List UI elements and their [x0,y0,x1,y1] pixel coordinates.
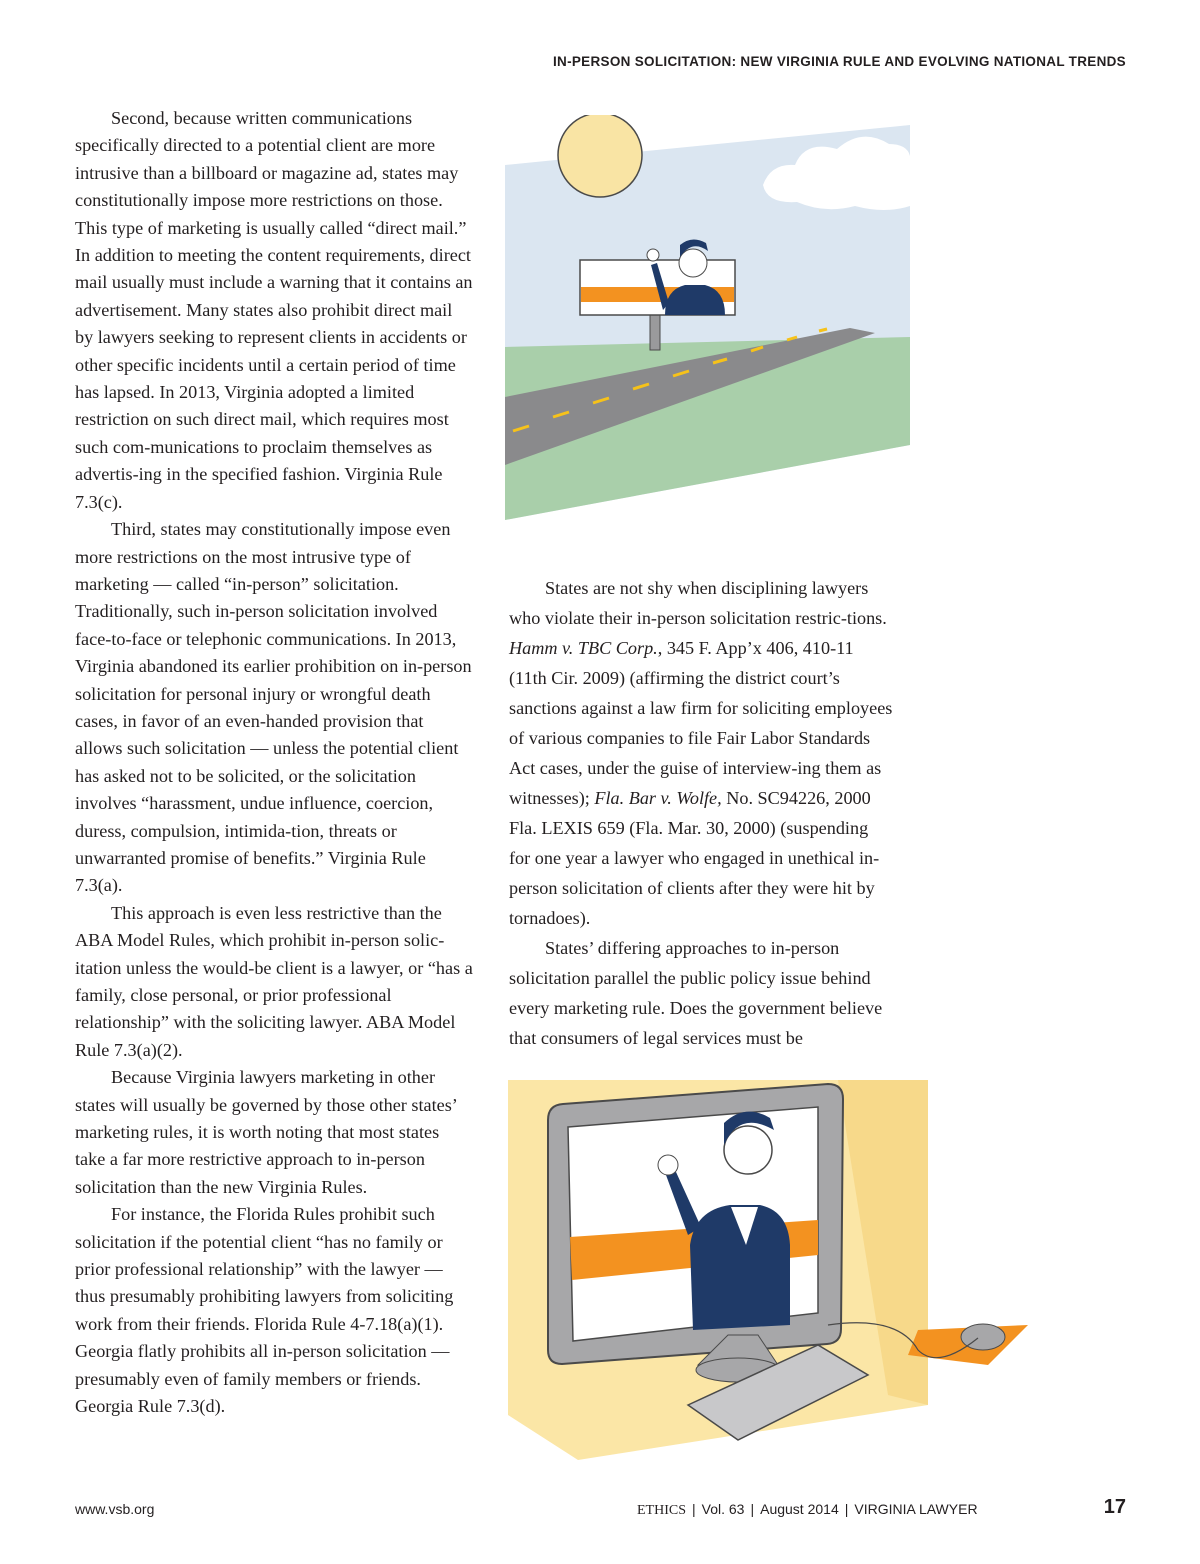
paragraph-florida-georgia: For instance, the Florida Rules prohibit such solicitation if the potential client “has no family or prior professional relationship” with the lawyer — thus presumably prohibiting lawyers from soliciting work from their friends. Florida Rule 4-7.18(a)(1). Georgia flatly prohibits all in-person solicitation — presumably even of family members or friends. Georgia Rule 7.3(d). [75,1204,454,1417]
sun-shape [558,115,642,197]
paragraph-in-person: Third, states may constitutionally impose even more restrictions on the most intrusive type of marketing — called “in-person” solicitation. Traditionally, such in-person solicitation involved face-to-face or telephonic communications. In 2013, Virginia abandoned its earlier prohibition on in-person solicitation for personal injury or wrongful death cases, in favor of an even-handed provision that allows such solicitation — unless the potential client has asked not to be solicited, or the solicitation involves “harassment, undue influence, coercion, duress, compulsion, intimida-tion, threats or unwarranted promise of benefits.” Virginia Rule 7.3(a). [75,519,472,896]
case-hamm: Hamm v. TBC Corp. [509,638,658,658]
footer-info [637,1501,978,1519]
footer-volume: Vol. 63 [701,1501,745,1517]
footer-section: ETHICS [637,1503,686,1518]
discipline-intro: States are not shy when disciplining lawyers who violate their in-person solicitation restric-tions. [509,578,887,628]
billboard-post [650,310,660,350]
paragraph-direct-mail: Second, because written communications specifically directed to a potential client are more intrusive than a billboard or magazine ad, states may constitutionally impose more restrictions on those. This type of marketing is usually called “direct mail.” In addition to meeting the content requirements, direct mail usually must include a warning that it contains an advertisement. Many states also prohibit direct mail by lawyers seeking to represent clients in accidents or other specific incidents until a certain period of time has lapsed. In 2013, Virginia adopted a limited restriction on such direct mail, which requires most such com-munications to proclaim themselves as advertis-ing in the specified fashion. Virginia Rule 7.3(c). [75,108,473,512]
paragraph-differing-approaches: States’ differing approaches to in-person solicitation parallel the public policy issue behind every marketing rule. Does the government believe that consumers of legal services must be [509,938,883,1048]
billboard-man-hand [647,249,659,261]
footer-separator: | [750,1501,755,1517]
footer-publication: VIRGINIA LAWYER [854,1501,978,1517]
paragraph-discipline [509,573,893,933]
computer-illustration [508,1075,1040,1460]
footer-separator: | [844,1501,849,1517]
page-number: 17 [1103,1496,1126,1518]
man-head [724,1126,772,1174]
paragraph-aba-rules: This approach is even less restrictive than the ABA Model Rules, which prohibit in-person solic-itation unless the would-be client is a lawyer, or “has a family, close personal, or prior professional relationship” with the soliciting lawyer. ABA Model Rule 7.3(a)(2). [75,902,473,1060]
footer-date: August 2014 [760,1501,839,1517]
discipline-mid: , 345 F. App’x 406, 410-11 (11th Cir. 2009) (affirming the district court’s sanctions against a law firm for soliciting employees of various companies to file Fair Labor Standards Act cases, under the guise of interview-ing them as witnesses); [509,638,893,808]
discipline-end: No. SC94226, 2000 Fla. LEXIS 659 (Fla. Mar. 30, 2000) (suspending for one year a lawyer who engaged in unethical in-person solicitation of clients after they were hit by tornadoes). [509,788,880,928]
right-column [509,573,893,1053]
footer-separator: | [692,1501,696,1517]
running-head: IN-PERSON SOLICITATION: NEW VIRGINIA RULE AND EVOLVING NATIONAL TRENDS [552,54,1126,69]
left-column [75,105,473,1421]
billboard-illustration [505,115,910,525]
case-wolfe: Fla. Bar v. Wolfe, [594,788,722,808]
billboard-man-head [679,249,707,277]
footer-url[interactable]: www.vsb.org [75,1501,155,1517]
man-hand [658,1155,678,1175]
paragraph-other-states: Because Virginia lawyers marketing in other states will usually be governed by those other states’ marketing rules, it is worth noting that most states take a far more restrictive approach to in-person solicitation than the new Virginia Rules. [75,1067,457,1197]
